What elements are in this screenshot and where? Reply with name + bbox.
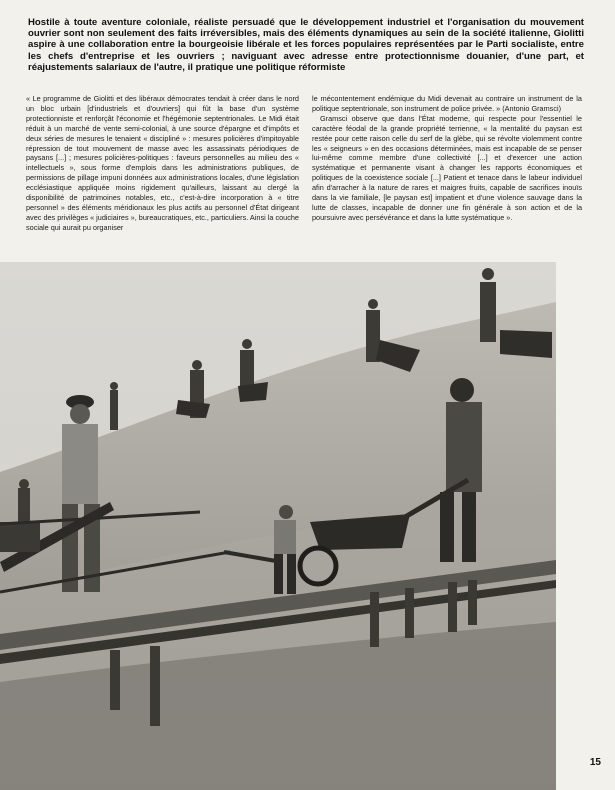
photo-illustration	[0, 262, 556, 790]
body-columns	[26, 94, 582, 233]
column-right	[312, 94, 582, 233]
column-right-paragraph-1: le mécontentement endémique du Midi devenait au contraire un instrument de la politique septentrionale, son instrument de police privée. » (Antonio Gramsci)	[312, 94, 582, 113]
photograph-laborers-wheelbarrows	[0, 262, 556, 790]
column-right-paragraph-2: Gramsci observe que dans l'État moderne, qui respecte pour l'essentiel le caractère féodal de la grande propriété terrienne, « la mentalité du paysan est restée pour cette raison celle du serf de la glèbe, qui se révolte violemment contre les « seigneurs » en des occasions déterminées, mais est incapable de se penser lui-même comme membre d'une collectivité [...] et d'exercer une action systématique et permanente visant à changer les rapports économiques et politiques de la coexistence sociale [...] Patient et tenace dans le labeur individuel afin d'arracher à la nature de rares et maigres fruits, capable de sacrifices inouïs dans la vie familiale, [le paysan est] impatient et d'une violence sauvage dans la lutte de classes, incapable de donner une fin générale à son action et de la poursuivre avec persévérance et dans la lutte systématique ».	[312, 113, 582, 222]
column-left: « Le programme de Giolitti et des libéraux démocrates tendait à créer dans le nord un bloc urbain [d'industriels et d'ouvriers] qui fût la base d'un système protectionniste et renforçât l'économie et l'hégémonie septentrionales. Le Midi était réduit à un marché de vente semi-colonial, à une source d'épargne et d'impôts et deux séries de mesures le tenaient « discipliné » : mesures policières d'impitoyable répression de tout mouvement de masse avec les assassinats périodiques de paysans [...] ; mesures policières-politiques : faveurs personnelles au milieu des « intellectuels », sous forme d'emplois dans les administrations publiques, de permissions de pillage impuni données aux administrations locales, d'une législation ecclésiastique appliquée moins rigidement qu'ailleurs, laissant au clergé la disponibilité de patrimoines notables, etc., c'est-à-dire incorporation à « titre personnel » des éléments méridionaux les plus actifs au personnel d'État dirigeant avec des privilèges « judiciaires », bureaucratiques, etc., particuliers. Ainsi la couche sociale qui aurait pu organiser	[26, 94, 299, 232]
page-number: 15	[589, 757, 601, 768]
lead-paragraph: Hostile à toute aventure coloniale, réaliste persuadé que le développement industriel et l'organisation du mouvement ouvrier sont non seulement des faits irréversibles, mais des éléments dynamiques au sein de la société italienne, Giolitti aspire à une collaboration entre la bourgeoisie libérale et les forces populaires représentées par le Parti socialiste, entre les chefs d'entreprise et les ouvriers ; naviguant avec adresse entre protectionnisme douanier, d'une part, et réajustements salariaux de l'autre, il pratique une politique réformiste	[28, 17, 584, 73]
